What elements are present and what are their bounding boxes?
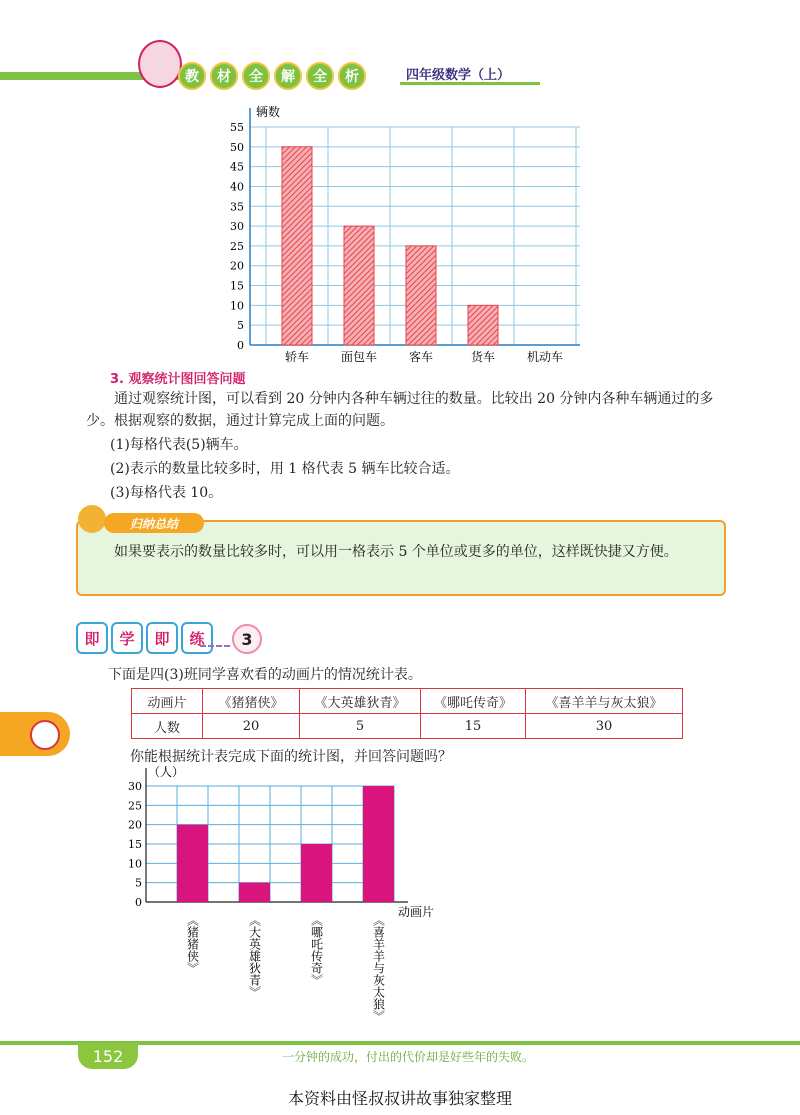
mascot-icon	[138, 40, 182, 88]
x-tick-label: 《大英雄狄青》	[247, 914, 262, 998]
page-number: 152	[78, 1043, 138, 1069]
tick-label: 25	[128, 799, 142, 813]
practice-tag	[76, 622, 213, 654]
x-tick-label: 货车	[470, 350, 496, 364]
table-cell: 人数	[132, 714, 203, 739]
footer-quote: 一分钟的成功，付出的代价却是好些年的失败。	[282, 1050, 535, 1064]
bar	[406, 246, 436, 345]
table-cell: 15	[421, 714, 526, 739]
tick-label: 30	[128, 780, 142, 793]
table-cell: 20	[203, 714, 300, 739]
footer-note: 本资料由怪叔叔讲故事独家整理	[287, 1089, 512, 1108]
cartoon-bar-chart	[108, 762, 448, 1032]
tick-label: 10	[128, 857, 142, 871]
title-char: 解	[274, 62, 302, 90]
x-axis-label: 动画片	[398, 905, 435, 919]
table-row	[132, 714, 683, 739]
section-title: 3. 观察统计图回答问题	[110, 372, 246, 387]
bar	[239, 883, 270, 902]
fox-mascot-icon	[30, 720, 60, 750]
tick-label: 45	[230, 160, 244, 174]
grade-subtitle: 四年级数学（上）	[406, 68, 511, 83]
tick-label: 20	[128, 818, 142, 832]
table-cell: 《大英雄狄青》	[300, 689, 421, 714]
practice-dash	[200, 645, 230, 647]
y-axis-label: （人）	[148, 765, 185, 779]
tick-label: 30	[230, 220, 244, 234]
tick-label: 5	[135, 876, 142, 890]
tick-label: 50	[230, 140, 244, 154]
summary-tag: 归纳总结	[104, 513, 204, 533]
lion-mascot-icon	[78, 505, 106, 533]
x-tick-label: 面包车	[340, 350, 378, 364]
x-tick-label: 《猪猪侠》	[185, 914, 200, 974]
tick-label: 20	[230, 259, 244, 273]
tick-label: 35	[230, 200, 244, 214]
answer-3: (3)每格代表 10。	[110, 485, 223, 501]
table-cell: 30	[526, 714, 683, 739]
section-paragraph: 通过观察统计图，可以看到 20 分钟内各种车辆过往的数量。比较出 20 分钟内各种车辆通过的多少。根据观察的数据，通过计算完成上面的问题。	[86, 391, 714, 429]
table-cell: 《猪猪侠》	[203, 689, 300, 714]
bar	[468, 305, 498, 345]
practice-number-badge: 3	[232, 624, 262, 654]
x-tick-label: 轿车	[284, 350, 310, 364]
vehicle-bar-chart	[200, 100, 600, 365]
cartoon-stat-table	[131, 688, 683, 739]
tick-label: 5	[237, 319, 244, 333]
practice-char: 即	[146, 622, 178, 654]
x-tick-label: 机动车	[526, 350, 564, 364]
practice-char: 学	[111, 622, 143, 654]
bar	[301, 844, 332, 902]
tick-label: 55	[230, 121, 244, 134]
summary-text: 如果要表示的数量比较多时，可以用一格表示 5 个单位或更多的单位，这样既快捷又方便。	[114, 544, 678, 560]
tick-label: 15	[128, 838, 142, 851]
x-tick-label: 《哪吒传奇》	[309, 914, 324, 986]
title-char: 析	[338, 62, 366, 90]
title-char: 教	[178, 62, 206, 90]
practice-char: 即	[76, 622, 108, 654]
title-char: 材	[210, 62, 238, 90]
bar	[177, 825, 208, 902]
table-cell: 动画片	[132, 689, 203, 714]
answer-1: (1)每格代表(5)辆车。	[110, 437, 248, 453]
title-char: 全	[306, 62, 334, 90]
tick-label: 10	[230, 299, 244, 313]
answer-2: (2)表示的数量比较多时，用 1 格代表 5 辆车比较合适。	[110, 461, 460, 477]
bar	[282, 147, 312, 345]
practice-intro: 下面是四(3)班同学喜欢看的动画片的情况统计表。	[108, 667, 422, 683]
title-char: 全	[242, 62, 270, 90]
tick-label: 15	[230, 279, 244, 293]
tick-label: 25	[230, 239, 244, 253]
x-tick-label: 《喜羊羊与灰太狼》	[371, 914, 386, 1022]
tick-label: 40	[230, 180, 244, 194]
practice-question: 你能根据统计表完成下面的统计图，并回答问题吗？	[130, 749, 452, 765]
bar	[363, 786, 394, 902]
x-tick-label: 客车	[408, 350, 434, 364]
table-cell: 5	[300, 714, 421, 739]
table-cell: 《哪吒传奇》	[421, 689, 526, 714]
tick-label: 0	[237, 339, 244, 352]
book-title	[178, 62, 366, 90]
table-row	[132, 689, 683, 714]
bar	[344, 226, 374, 345]
table-cell: 《喜羊羊与灰太狼》	[526, 689, 683, 714]
practice-char: 练	[181, 622, 213, 654]
tick-label: 0	[135, 896, 142, 909]
y-axis-label: 辆数	[256, 105, 281, 119]
